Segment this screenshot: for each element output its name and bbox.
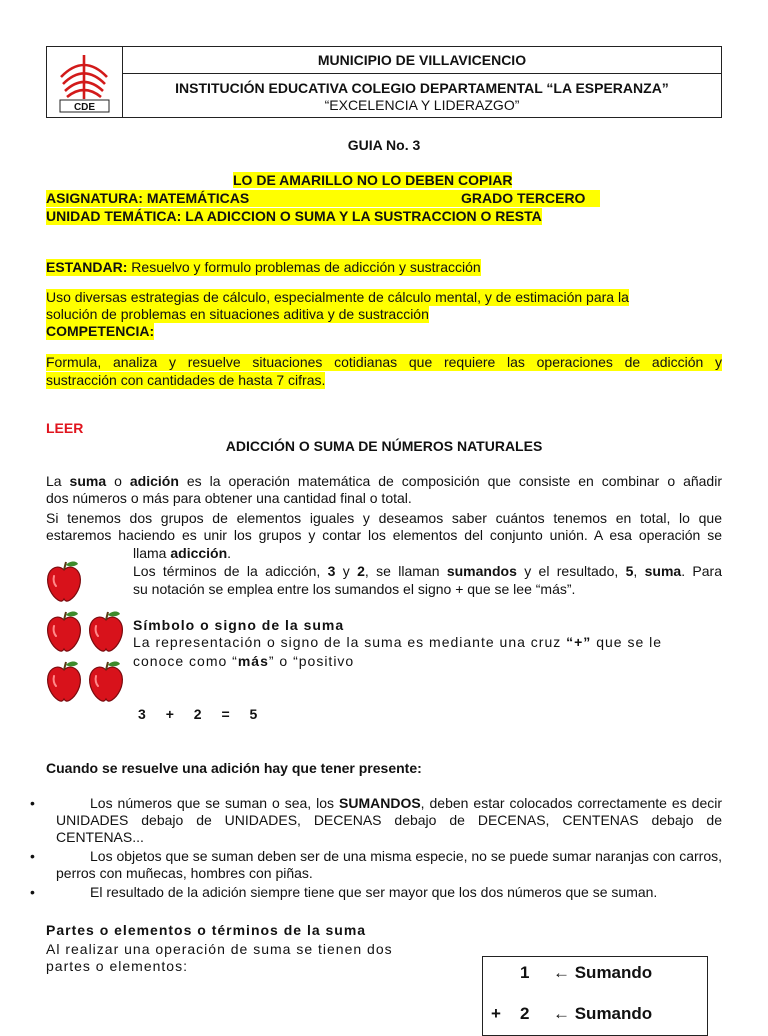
intro-line-5: llama adicción. [133, 545, 232, 561]
intro-line-2: dos números o más para obtener una cantidad final o total. [46, 490, 412, 506]
competence-line-1: Formula, analiza y resuelve situaciones cotidianas que requiere las operaciones de adicción y [46, 354, 722, 370]
section-title: ADICCIÓN O SUMA DE NÚMEROS NATURALES [225, 438, 543, 454]
subject-label: ASIGNATURA: MATEMÁTICAS [46, 190, 250, 206]
box-row1-number: 1 [520, 963, 530, 982]
parts-line-2: partes o elementos: [46, 958, 188, 974]
sum-example-box [482, 956, 708, 1036]
unit-label: UNIDAD TEMÁTICA: LA ADICCION O SUMA Y LA SUSTRACCION O RESTA [46, 208, 542, 224]
apple-icon [48, 662, 81, 702]
parts-title: Partes o elementos o términos de la suma [46, 922, 367, 938]
symbol-line-2: conoce como “más” o “positivo [133, 653, 355, 669]
header-table [46, 46, 722, 118]
box-row2-label: ← Sumando [553, 1004, 653, 1023]
logo-text: CDE [73, 102, 96, 113]
symbol-title: Símbolo o signo de la suma [133, 617, 345, 633]
standard-line: ESTANDAR: Resuelvo y formulo problemas de adicción y sustracción [46, 259, 481, 275]
apple-icon [90, 662, 123, 702]
read-label: LEER [46, 420, 84, 436]
box-row2-number: 2 [520, 1004, 530, 1023]
box-row1-label: ← Sumando [553, 963, 653, 982]
apple-icon [90, 612, 123, 652]
competence-label: COMPETENCIA: [46, 323, 155, 339]
list-item: • Los números que se suman o sea, los SUMANDOS, deben estar colocados correctamente es decir UNIDADES debajo de UNIDADES, DECENAS debajo de DECENAS, CENTENAS debajo de CENTENAS... [30, 795, 723, 845]
intro-line-6: Los términos de la adicción, 3 y 2, se llaman sumandos y el resultado, 5, suma. Para [133, 563, 722, 579]
intro-line-3: Si tenemos dos grupos de elementos iguales y deseamos saber cuántos tenemos en total, lo que [46, 510, 722, 526]
intro-line-7: su notación se emplea entre los sumandos el signo + que se lee “más”. [133, 581, 576, 597]
list-item: • Los objetos que se suman deben ser de una misma especie, no se puede sumar naranjas con carros, perros con muñecas, hombres con piñas. [30, 848, 722, 881]
notes-list [30, 795, 722, 903]
intro-line-4: estaremos haciendo es unir los grupos y contar los elementos del conjunto unión. A esa operación se [46, 527, 722, 543]
apple-icon [48, 612, 81, 652]
subject-line [46, 190, 600, 207]
institution-block [123, 74, 721, 113]
bullet-icon: • [30, 848, 35, 864]
institution-motto: “EXCELENCIA Y LIDERAZGO” [324, 97, 520, 113]
competence-line-2: sustracción con cantidades de hasta 7 cifras. [46, 372, 326, 388]
remember-title: Cuando se resuelve una adición hay que tener presente: [46, 760, 422, 776]
institution-name: INSTITUCIÓN EDUCATIVA COLEGIO DEPARTAMENTAL “LA ESPERANZA” [175, 80, 669, 96]
school-logo-icon [47, 47, 122, 117]
grade-label: GRADO TERCERO [461, 190, 586, 206]
school-logo [47, 47, 123, 117]
intro-line-1: La suma o adición es la operación matemática de composición que consiste en combinar o añadir [46, 473, 722, 489]
box-row2-sign: + [491, 1004, 501, 1023]
apple-icon [48, 562, 81, 602]
guide-title: GUIA No. 3 [347, 137, 421, 153]
copy-note: LO DE AMARILLO NO LO DEBEN COPIAR [233, 172, 513, 188]
municipality-title: MUNICIPIO DE VILLAVICENCIO [123, 47, 721, 74]
strategy-line-1: Uso diversas estrategias de cálculo, especialmente de cálculo mental, y de estimación para la [46, 289, 629, 305]
example-equation: 3 + 2 = 5 [138, 706, 258, 722]
list-item: • El resultado de la adición siempre tiene que ser mayor que los dos números que se suman. [30, 884, 658, 900]
bullet-icon: • [30, 884, 35, 900]
apples-illustration [40, 558, 130, 708]
parts-line-1: Al realizar una operación de suma se tienen dos [46, 941, 393, 957]
symbol-line-1: La representación o signo de la suma es mediante una cruz “+” que se le [133, 634, 663, 650]
strategy-line-2: solución de problemas en situaciones aditiva y de sustracción [46, 306, 429, 322]
bullet-icon: • [30, 795, 35, 811]
